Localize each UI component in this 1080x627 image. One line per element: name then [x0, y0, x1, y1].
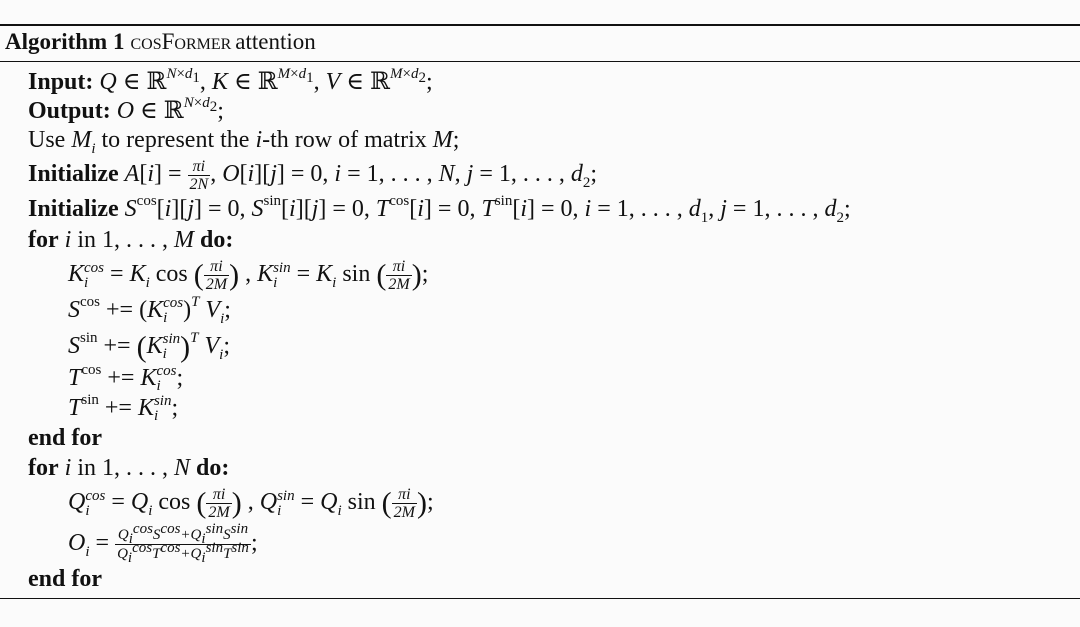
- title-rule: [0, 61, 1080, 62]
- initialize-keyword-1: Initialize: [28, 161, 119, 188]
- do-keyword-2: do:: [196, 455, 230, 481]
- for-keyword-1: for: [28, 227, 59, 253]
- top-rule: [0, 24, 1080, 26]
- algorithm-label: Algorithm 1: [5, 29, 125, 54]
- q-projection-line: Q cos i = $Q_i$ cos ( $\frac{\pi i}{2M}$ ) , Q sin i = $Q_i$ sin ( $\frac{\pi i}{2M}$ );: [68, 486, 434, 521]
- s-cos-update-line: $S^{cos} += (K$ cos i )$^T$ $V_i$;: [68, 294, 231, 327]
- algorithm-suffix: attention: [235, 29, 316, 54]
- end-for-keyword-2: end for: [28, 566, 102, 592]
- end-for-2: [28, 565, 102, 593]
- for-keyword-2: for: [28, 455, 59, 481]
- input-line: Input: Q ∈ ℝ$^{N\times d_1}$, K ∈ ℝ$^{M\times d_1}$, V ∈ ℝ$^{M\times d_2}$;: [28, 66, 433, 95]
- for-loop-1-header: for i in 1, . . . , M do:: [28, 227, 234, 253]
- initialize-line-2: Initialize $S^{cos}[i][j] = 0$, $S^{sin}[i][j] = 0$, $T^{cos}[i] = 0$, $T^{sin}[i] = 0$, i = 1, . . . , $d_1$, j = 1, . . . , $d_2$;: [28, 193, 851, 226]
- use-row-line: Use $M_i$ to represent the i-th row of matrix M;: [28, 127, 460, 157]
- s-sin-update-line: $S^{sin} += (K$ sin i )$^T$ $V_i$;: [68, 330, 230, 364]
- for-loop-2-header: for i in 1, . . . , N do:: [28, 455, 230, 481]
- output-keyword: Output:: [28, 98, 111, 124]
- bottom-rule: [0, 598, 1080, 599]
- k-projection-line: K cos i = $K_i$ cos ( $\frac{\pi i}{2M}$ ) , K sin i = $K_i$ sin ( $\frac{\pi i}{2M}$ );: [68, 258, 429, 293]
- algorithm-name: cosFormer: [130, 29, 232, 54]
- end-for-1: [28, 424, 102, 452]
- output-line: Output: O ∈ ℝ$^{N\times d_2}$;: [28, 95, 224, 124]
- t-sin-update-line: $T^{sin} += K$ sin i ;: [68, 392, 179, 425]
- initialize-keyword-2: Initialize: [28, 196, 119, 222]
- t-cos-update-line: $T^{cos} += K$ cos i ;: [68, 362, 184, 395]
- input-keyword: Input:: [28, 69, 94, 95]
- output-row-line: $O_i$ = $\frac{Q_i^{cos}S^{cos}+Q_i^{sin}S^{sin}}{Q_i^{cos}T^{cos}+Q_i^{sin}T^{sin}}$ ;: [68, 521, 258, 566]
- initialize-line-1: Initialize A[i] = $\frac{\pi i}{2N}$ , O[i][j] = 0, i = 1, . . . , N, j = 1, . . . , $d_2$;: [28, 158, 598, 193]
- do-keyword-1: do:: [200, 227, 234, 253]
- end-for-keyword-1: end for: [28, 425, 102, 451]
- algorithm-title: [5, 29, 316, 55]
